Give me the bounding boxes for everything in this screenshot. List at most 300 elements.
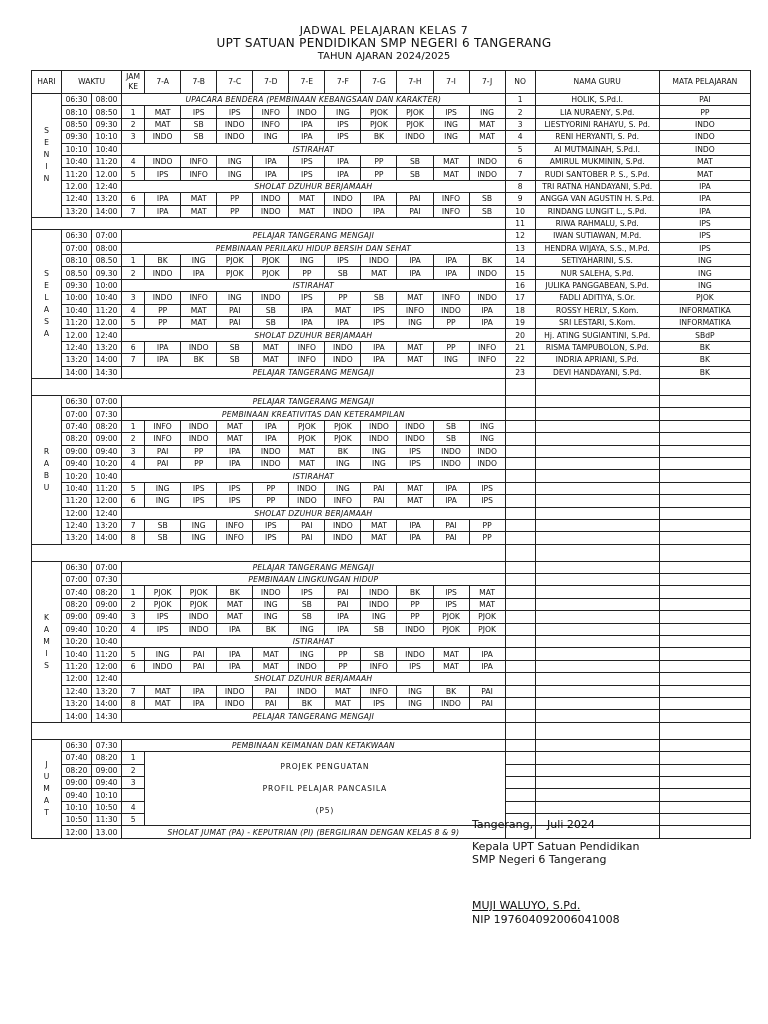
subject-cell: PP bbox=[253, 495, 289, 507]
subject-cell: IPS bbox=[145, 623, 181, 635]
empty-cell bbox=[535, 378, 659, 395]
jam-ke: 2 bbox=[122, 598, 145, 610]
empty-cell bbox=[535, 395, 659, 407]
subject-cell: INDO bbox=[181, 433, 217, 445]
time-end: 07:00 bbox=[92, 395, 122, 407]
subject-cell: ING bbox=[325, 457, 361, 469]
jam-ke: 2 bbox=[122, 118, 145, 130]
subject-cell: SB bbox=[217, 354, 253, 366]
jam-ke: 4 bbox=[122, 155, 145, 167]
subject-cell: MAT bbox=[325, 685, 361, 697]
subject-cell: ING bbox=[181, 519, 217, 531]
subject-cell: ING bbox=[217, 155, 253, 167]
subject-cell: PP bbox=[289, 267, 325, 279]
subject-cell: MAT bbox=[289, 193, 325, 205]
activity-banner: SHOLAT JUMAT (PA) - KEPUTRIAN (PI) (BERGILIRAN DENGAN KELAS 8 & 9) bbox=[122, 826, 506, 838]
subject-cell: INDO bbox=[217, 685, 253, 697]
empty-cell bbox=[659, 561, 750, 573]
subject-cell: IPS bbox=[253, 532, 289, 544]
time-start: 12:40 bbox=[62, 685, 92, 697]
subject-cell: PP bbox=[181, 445, 217, 457]
empty-cell bbox=[659, 789, 750, 801]
subject-cell: IPA bbox=[253, 433, 289, 445]
subject-cell: IPA bbox=[289, 118, 325, 130]
time-start: 10:20 bbox=[62, 470, 92, 482]
subject-cell: IPS bbox=[397, 457, 433, 469]
subject-cell: SB bbox=[433, 420, 469, 432]
subject-cell: PP bbox=[325, 648, 361, 660]
subject-cell: MAT bbox=[361, 532, 397, 544]
empty-cell bbox=[505, 598, 535, 610]
schedule-row bbox=[32, 143, 751, 155]
empty-cell bbox=[505, 544, 535, 561]
time-end: 14:30 bbox=[92, 366, 122, 378]
teacher-no: 17 bbox=[505, 292, 535, 304]
subject-cell: IPA bbox=[253, 168, 289, 180]
subject-cell: INFO bbox=[181, 292, 217, 304]
subject-cell: IPA bbox=[361, 193, 397, 205]
day-name: SELASA bbox=[43, 269, 50, 339]
empty-cell bbox=[505, 574, 535, 586]
teacher-subject: SBdP bbox=[659, 329, 750, 341]
teacher-no: 11 bbox=[505, 217, 535, 229]
subject-cell: IPA bbox=[217, 648, 253, 660]
time-start: 13:20 bbox=[62, 697, 92, 709]
subject-cell: INDO bbox=[433, 445, 469, 457]
subject-cell: IPS bbox=[181, 495, 217, 507]
empty-cell bbox=[535, 764, 659, 776]
empty-cell bbox=[659, 648, 750, 660]
subject-cell: IPA bbox=[145, 341, 181, 353]
subject-cell: BK bbox=[361, 131, 397, 143]
subject-cell: INFO bbox=[361, 660, 397, 672]
header-class: 7-G bbox=[361, 71, 397, 94]
jam-ke: 5 bbox=[122, 814, 145, 826]
subject-cell: BK bbox=[217, 586, 253, 598]
schedule-row bbox=[32, 267, 751, 279]
empty-cell bbox=[505, 660, 535, 672]
subject-cell: PJOK bbox=[397, 118, 433, 130]
empty-cell bbox=[505, 710, 535, 722]
subject-cell: INFO bbox=[397, 304, 433, 316]
schedule-row bbox=[32, 673, 751, 685]
time-end: 11:20 bbox=[92, 648, 122, 660]
header-class: 7-H bbox=[397, 71, 433, 94]
subject-cell: MAT bbox=[289, 445, 325, 457]
subject-cell: PP bbox=[397, 611, 433, 623]
subject-cell: IPA bbox=[145, 354, 181, 366]
subject-cell: INDO bbox=[397, 433, 433, 445]
activity-banner: PELAJAR TANGERANG MENGAJI bbox=[122, 561, 506, 573]
subject-cell: ING bbox=[433, 131, 469, 143]
subject-cell: IPA bbox=[217, 445, 253, 457]
time-end: 10:20 bbox=[92, 623, 122, 635]
subject-cell: INDO bbox=[217, 131, 253, 143]
day-label bbox=[32, 395, 62, 544]
time-end: 13:20 bbox=[92, 685, 122, 697]
subject-cell: ING bbox=[397, 317, 433, 329]
schedule-row bbox=[32, 279, 751, 291]
day-separator bbox=[32, 217, 751, 229]
teacher-no: 6 bbox=[505, 155, 535, 167]
time-start: 13:20 bbox=[62, 205, 92, 217]
subject-cell: INDO bbox=[469, 155, 505, 167]
jam-ke: 4 bbox=[122, 801, 145, 813]
time-start: 07:40 bbox=[62, 420, 92, 432]
jam-ke: 4 bbox=[122, 304, 145, 316]
jam-ke: 1 bbox=[122, 586, 145, 598]
subject-cell: IPA bbox=[181, 267, 217, 279]
empty-cell bbox=[505, 636, 535, 648]
teacher-subject: INDO bbox=[659, 143, 750, 155]
time-end: 09:30 bbox=[92, 118, 122, 130]
activity-banner: UPACARA BENDERA (PEMBINAAN KEBANGSAAN DAN KARAKTER) bbox=[122, 94, 506, 106]
subject-cell: IPA bbox=[181, 697, 217, 709]
subject-cell: PAI bbox=[433, 519, 469, 531]
jam-ke: 5 bbox=[122, 648, 145, 660]
jam-ke: 8 bbox=[122, 532, 145, 544]
jam-ke: 6 bbox=[122, 660, 145, 672]
header-row bbox=[32, 71, 751, 94]
empty-cell bbox=[659, 826, 750, 838]
time-start: 10:20 bbox=[62, 636, 92, 648]
time-start: 12:40 bbox=[62, 193, 92, 205]
subject-cell: INFO bbox=[325, 495, 361, 507]
schedule-body bbox=[32, 94, 751, 839]
time-end: 08:00 bbox=[92, 242, 122, 254]
teacher-no: 8 bbox=[505, 180, 535, 192]
subject-cell: PP bbox=[217, 205, 253, 217]
header-class: 7-D bbox=[253, 71, 289, 94]
subject-cell: INDO bbox=[397, 131, 433, 143]
schedule-row bbox=[32, 507, 751, 519]
schedule-row bbox=[32, 433, 751, 445]
subject-cell: IPS bbox=[325, 118, 361, 130]
empty-cell bbox=[659, 470, 750, 482]
schedule-row bbox=[32, 611, 751, 623]
schedule-row bbox=[32, 94, 751, 106]
jam-ke: 3 bbox=[122, 776, 145, 788]
teacher-subject: IPA bbox=[659, 205, 750, 217]
subject-cell: IPA bbox=[433, 255, 469, 267]
schedule-row bbox=[32, 710, 751, 722]
subject-cell: SB bbox=[253, 317, 289, 329]
time-start: 11:20 bbox=[62, 317, 92, 329]
day-name: JUMAT bbox=[43, 759, 50, 817]
time-end: 10:40 bbox=[92, 636, 122, 648]
time-end: 09:40 bbox=[92, 611, 122, 623]
schedule-row bbox=[32, 482, 751, 494]
subject-cell: SB bbox=[325, 267, 361, 279]
subject-cell: ING bbox=[325, 106, 361, 118]
schedule-row bbox=[32, 366, 751, 378]
teacher-no: 21 bbox=[505, 341, 535, 353]
subject-cell: INDO bbox=[253, 457, 289, 469]
empty-cell bbox=[535, 673, 659, 685]
subject-cell: PJOK bbox=[253, 267, 289, 279]
empty-cell bbox=[505, 482, 535, 494]
subject-cell: SB bbox=[253, 304, 289, 316]
subject-cell: IPA bbox=[145, 193, 181, 205]
empty-cell bbox=[505, 433, 535, 445]
time-end: 11:20 bbox=[92, 482, 122, 494]
empty-cell bbox=[659, 532, 750, 544]
empty-cell bbox=[505, 470, 535, 482]
separator-cell bbox=[32, 544, 506, 561]
teacher-subject: INDO bbox=[659, 131, 750, 143]
time-end: 11:20 bbox=[92, 304, 122, 316]
empty-cell bbox=[505, 445, 535, 457]
subject-cell: IPS bbox=[361, 317, 397, 329]
subject-cell: MAT bbox=[181, 304, 217, 316]
schedule-row bbox=[32, 420, 751, 432]
subject-cell: PJOK bbox=[145, 598, 181, 610]
subject-cell: IPA bbox=[469, 317, 505, 329]
subject-cell: INFO bbox=[469, 341, 505, 353]
subject-cell: ING bbox=[145, 482, 181, 494]
day-label bbox=[32, 561, 62, 722]
subject-cell: INDO bbox=[469, 168, 505, 180]
subject-cell: SB bbox=[145, 519, 181, 531]
empty-cell bbox=[535, 776, 659, 788]
teacher-name: Hj. ATING SUGIANTINI, S.Pd. bbox=[535, 329, 659, 341]
subject-cell: INFO bbox=[289, 341, 325, 353]
teacher-no: 18 bbox=[505, 304, 535, 316]
subject-cell: IPA bbox=[469, 304, 505, 316]
time-end: 09:00 bbox=[92, 598, 122, 610]
schedule-row bbox=[32, 180, 751, 192]
subject-cell: SB bbox=[289, 611, 325, 623]
time-end: 09:00 bbox=[92, 764, 122, 776]
subject-cell: SB bbox=[145, 532, 181, 544]
jam-ke: 3 bbox=[122, 131, 145, 143]
empty-cell bbox=[505, 378, 535, 395]
teacher-no: 14 bbox=[505, 255, 535, 267]
schedule-row bbox=[32, 519, 751, 531]
subject-cell: INFO bbox=[217, 519, 253, 531]
teacher-no: 9 bbox=[505, 193, 535, 205]
empty-cell bbox=[535, 574, 659, 586]
time-start: 08.50 bbox=[62, 267, 92, 279]
time-end: 11:30 bbox=[92, 814, 122, 826]
empty-cell bbox=[659, 764, 750, 776]
schedule-row bbox=[32, 354, 751, 366]
subject-cell: INDO bbox=[217, 118, 253, 130]
teacher-no: 22 bbox=[505, 354, 535, 366]
subject-cell: IPA bbox=[397, 532, 433, 544]
empty-cell bbox=[505, 420, 535, 432]
subject-cell: BK bbox=[325, 445, 361, 457]
subject-cell: ING bbox=[469, 433, 505, 445]
header-class: 7-A bbox=[145, 71, 181, 94]
separator-cell bbox=[32, 217, 506, 229]
time-start: 08:10 bbox=[62, 255, 92, 267]
jam-ke: 1 bbox=[122, 420, 145, 432]
time-start: 12.00 bbox=[62, 180, 92, 192]
empty-cell bbox=[505, 648, 535, 660]
header-class: 7-I bbox=[433, 71, 469, 94]
subject-cell: INDO bbox=[253, 445, 289, 457]
empty-cell bbox=[535, 445, 659, 457]
teacher-subject: PP bbox=[659, 106, 750, 118]
time-start: 10:40 bbox=[62, 155, 92, 167]
subject-cell: ING bbox=[217, 168, 253, 180]
subject-cell: INDO bbox=[325, 519, 361, 531]
subject-cell: INDO bbox=[361, 420, 397, 432]
jam-ke: 3 bbox=[122, 611, 145, 623]
empty-cell bbox=[659, 814, 750, 826]
time-start: 09:30 bbox=[62, 131, 92, 143]
time-end: 08:20 bbox=[92, 420, 122, 432]
subject-cell: PP bbox=[181, 457, 217, 469]
subject-cell: PP bbox=[325, 660, 361, 672]
subject-cell: PJOK bbox=[361, 106, 397, 118]
subject-cell: PJOK bbox=[433, 611, 469, 623]
subject-cell: BK bbox=[469, 255, 505, 267]
teacher-no: 12 bbox=[505, 230, 535, 242]
subject-cell: PAI bbox=[145, 445, 181, 457]
empty-cell bbox=[659, 752, 750, 764]
subject-cell: MAT bbox=[397, 495, 433, 507]
subject-cell: PJOK bbox=[145, 586, 181, 598]
activity-banner: SHOLAT DZUHUR BERJAMAAH bbox=[122, 507, 506, 519]
signature-role-line-2: SMP Negeri 6 Tangerang bbox=[472, 853, 607, 866]
subject-cell: IPA bbox=[325, 611, 361, 623]
empty-cell bbox=[535, 586, 659, 598]
time-end: 10:50 bbox=[92, 801, 122, 813]
subject-cell: SB bbox=[469, 193, 505, 205]
empty-cell bbox=[659, 544, 750, 561]
subject-cell: ING bbox=[361, 457, 397, 469]
subject-cell: IPA bbox=[397, 267, 433, 279]
time-end: 12.00 bbox=[92, 317, 122, 329]
subject-cell: MAT bbox=[217, 611, 253, 623]
subject-cell: PAI bbox=[289, 532, 325, 544]
teacher-name: HOLIK, S.Pd.I. bbox=[535, 94, 659, 106]
subject-cell: INDO bbox=[289, 495, 325, 507]
subject-cell: INDO bbox=[181, 420, 217, 432]
jam-ke: 7 bbox=[122, 685, 145, 697]
header-class: 7-F bbox=[325, 71, 361, 94]
subject-cell: SB bbox=[397, 155, 433, 167]
time-start: 10:50 bbox=[62, 814, 92, 826]
subject-cell: IPS bbox=[469, 495, 505, 507]
header-nama-guru: NAMA GURU bbox=[535, 71, 659, 94]
empty-cell bbox=[535, 739, 659, 751]
day-label bbox=[32, 739, 62, 838]
activity-banner: SHOLAT DZUHUR BERJAMAAH bbox=[122, 329, 506, 341]
subject-cell: INDO bbox=[469, 445, 505, 457]
time-end: 08:20 bbox=[92, 752, 122, 764]
teacher-name: ROSSY HERLY, S.Kom. bbox=[535, 304, 659, 316]
projek-line3: (P5) bbox=[315, 805, 335, 815]
subject-cell: PJOK bbox=[361, 118, 397, 130]
subject-cell: INFO bbox=[181, 155, 217, 167]
subject-cell: SB bbox=[361, 623, 397, 635]
subject-cell: INFO bbox=[361, 685, 397, 697]
schedule-row bbox=[32, 408, 751, 420]
teacher-name: INDRIA APRIANI, S.Pd. bbox=[535, 354, 659, 366]
subject-cell: IPS bbox=[325, 131, 361, 143]
subject-cell: ING bbox=[397, 685, 433, 697]
teacher-name: RINDANG LUNGIT L., S.Pd. bbox=[535, 205, 659, 217]
subject-cell: INDO bbox=[253, 292, 289, 304]
time-start: 09:40 bbox=[62, 789, 92, 801]
time-end: 14:00 bbox=[92, 532, 122, 544]
empty-cell bbox=[659, 673, 750, 685]
activity-banner: ISTIRAHAT bbox=[122, 143, 506, 155]
subject-cell: PAI bbox=[181, 660, 217, 672]
time-start: 12:00 bbox=[62, 673, 92, 685]
time-start: 14:00 bbox=[62, 366, 92, 378]
jam-ke: 5 bbox=[122, 482, 145, 494]
subject-cell: MAT bbox=[217, 598, 253, 610]
jam-ke: 1 bbox=[122, 752, 145, 764]
schedule-row bbox=[32, 495, 751, 507]
subject-cell: MAT bbox=[433, 155, 469, 167]
empty-cell bbox=[535, 752, 659, 764]
jam-ke: 7 bbox=[122, 205, 145, 217]
time-start: 10:40 bbox=[62, 482, 92, 494]
time-end: 07:00 bbox=[92, 230, 122, 242]
jam-ke: 2 bbox=[122, 433, 145, 445]
empty-cell bbox=[535, 697, 659, 709]
time-end: 12:40 bbox=[92, 673, 122, 685]
schedule-row bbox=[32, 648, 751, 660]
time-start: 08:20 bbox=[62, 764, 92, 776]
empty-cell bbox=[535, 598, 659, 610]
subject-cell: ING bbox=[181, 532, 217, 544]
time-start: 09:40 bbox=[62, 457, 92, 469]
subject-cell: PAI bbox=[469, 685, 505, 697]
subject-cell: INDO bbox=[181, 341, 217, 353]
time-end: 08.50 bbox=[92, 255, 122, 267]
time-start: 13:20 bbox=[62, 532, 92, 544]
subject-cell: IPS bbox=[145, 168, 181, 180]
time-start: 07:40 bbox=[62, 586, 92, 598]
day-name: SENIN bbox=[43, 126, 50, 184]
subject-cell: ING bbox=[253, 131, 289, 143]
empty-cell bbox=[505, 495, 535, 507]
subject-cell: SB bbox=[469, 205, 505, 217]
subject-cell: IPA bbox=[217, 660, 253, 672]
subject-cell: SB bbox=[361, 292, 397, 304]
subject-cell: PJOK bbox=[289, 433, 325, 445]
subject-cell: IPA bbox=[253, 420, 289, 432]
empty-cell bbox=[659, 660, 750, 672]
schedule-row bbox=[32, 586, 751, 598]
time-end: 10:20 bbox=[92, 457, 122, 469]
subject-cell: INDO bbox=[361, 598, 397, 610]
subject-cell: PP bbox=[145, 304, 181, 316]
subject-cell: IPA bbox=[325, 317, 361, 329]
subject-cell: IPS bbox=[181, 106, 217, 118]
activity-banner: ISTIRAHAT bbox=[122, 470, 506, 482]
time-end: 09:40 bbox=[92, 776, 122, 788]
empty-cell bbox=[505, 395, 535, 407]
subject-cell: ING bbox=[217, 292, 253, 304]
subject-cell: ING bbox=[145, 495, 181, 507]
time-start: 06:30 bbox=[62, 739, 92, 751]
subject-cell: INDO bbox=[397, 420, 433, 432]
subject-cell: INDO bbox=[181, 611, 217, 623]
empty-cell bbox=[659, 433, 750, 445]
time-end: 10:40 bbox=[92, 292, 122, 304]
subject-cell: PP bbox=[433, 341, 469, 353]
subject-cell: ING bbox=[325, 482, 361, 494]
teacher-name: LIA NURAENY, S.Pd. bbox=[535, 106, 659, 118]
time-end: 12:40 bbox=[92, 329, 122, 341]
